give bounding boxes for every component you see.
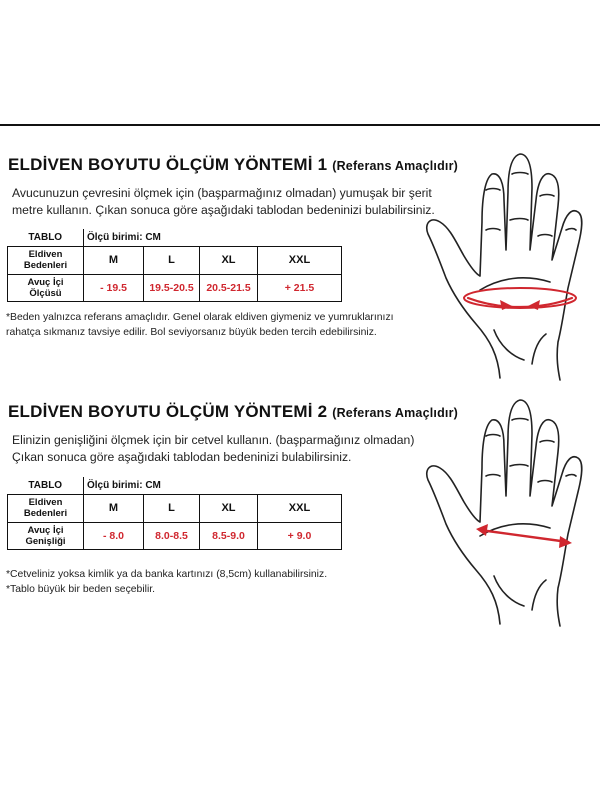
value-l: 19.5-20.5	[144, 274, 200, 301]
size-m: M	[84, 494, 144, 522]
method-2-note-line-1: *Cetveliniz yoksa kimlik ya da banka kartınızı (8,5cm) kullanabilirsiniz.	[6, 569, 328, 580]
value-xl: 20.5-21.5	[200, 274, 258, 301]
method-2-title-text: ELDİVEN BOYUTU ÖLÇÜM YÖNTEMİ 2	[8, 402, 328, 421]
method-1-note-line-2: rahatça sıkmanız tavsiye edilir. Bol seviyorsanız büyük beden tercih edebilirsiniz.	[6, 327, 377, 338]
value-m: - 8.0	[84, 522, 144, 549]
unit-label: Ölçü birimi: CM	[84, 477, 342, 494]
method-2-intro-line-2: Çıkan sonuca göre aşağıdaki tablodan bedeninizi bulabilirsiniz.	[12, 450, 352, 464]
palm-width-label-b: Genişliği	[25, 535, 66, 547]
glove-size-label-b: Bedenleri	[23, 508, 68, 519]
method-1-subtitle: (Referans Amaçlıdır)	[332, 159, 458, 173]
size-l: L	[144, 494, 200, 522]
value-xl: 8.5-9.0	[200, 522, 258, 549]
size-xl: XL	[200, 246, 258, 274]
glove-size-label-b: Bedenleri	[23, 260, 68, 271]
glove-size-label-a: Eldiven	[28, 249, 63, 260]
method-1-title-text: ELDİVEN BOYUTU ÖLÇÜM YÖNTEMİ 1	[8, 155, 328, 174]
palm-measure-label-a: Avuç İçi	[27, 276, 64, 288]
value-l: 8.0-8.5	[144, 522, 200, 549]
size-m: M	[84, 246, 144, 274]
glove-size-row-label	[8, 246, 84, 274]
value-m: - 19.5	[84, 274, 144, 301]
palm-measure-row-label	[8, 274, 84, 301]
size-l: L	[144, 246, 200, 274]
table-label: TABLO	[8, 229, 84, 246]
method-2-note-line-2: *Tablo büyük bir beden seçebilir.	[6, 584, 156, 595]
size-xl: XL	[200, 494, 258, 522]
hand-width-measure-icon	[420, 396, 596, 630]
method-2-title	[8, 402, 458, 422]
table-label: TABLO	[8, 477, 84, 494]
method-1-intro-line-1: Avucunuzun çevresini ölçmek için (başparmağınız olmadan) yumuşak bir şerit	[12, 186, 432, 200]
value-xxl: + 21.5	[258, 274, 342, 301]
top-divider	[0, 124, 600, 126]
method-2-size-table	[7, 477, 342, 550]
size-xxl: XXL	[258, 494, 342, 522]
palm-width-label-a: Avuç İçi	[27, 524, 64, 536]
method-2-intro-line-1: Elinizin genişliğini ölçmek için bir cetvel kullanın. (başparmağınız olmadan)	[12, 433, 415, 447]
hand-circumference-measure-icon	[420, 150, 596, 384]
method-1-size-table	[7, 229, 342, 302]
method-1-intro-line-2: metre kullanın. Çıkan sonuca göre aşağıdaki tablodan bedeninizi bulabilirsiniz.	[12, 203, 435, 217]
glove-size-label-a: Eldiven	[28, 497, 63, 508]
glove-size-row-label	[8, 494, 84, 522]
unit-label: Ölçü birimi: CM	[84, 229, 342, 246]
palm-measure-label-b: Ölçüsü	[29, 287, 62, 299]
method-1-title	[8, 155, 458, 175]
method-2-subtitle: (Referans Amaçlıdır)	[332, 406, 458, 420]
value-xxl: + 9.0	[258, 522, 342, 549]
method-1-note-line-1: *Beden yalnızca referans amaçlıdır. Genel olarak eldiven giymeniz ve yumruklarınızı	[6, 312, 394, 323]
palm-width-row-label	[8, 522, 84, 549]
size-xxl: XXL	[258, 246, 342, 274]
